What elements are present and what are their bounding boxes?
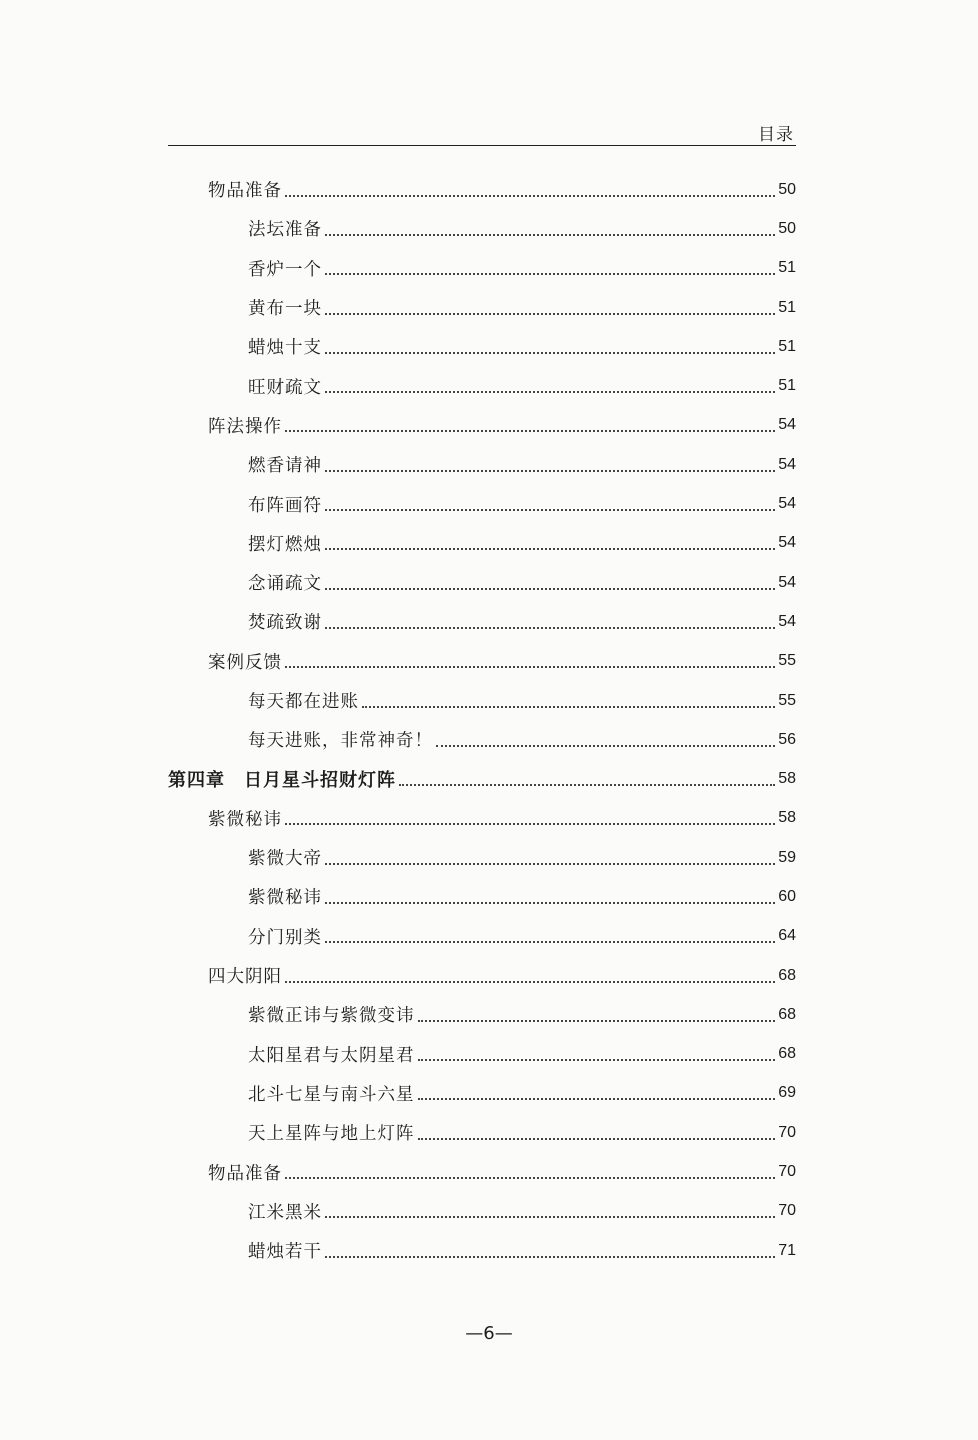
toc-entry-label: 法坛准备: [248, 220, 322, 241]
toc-dot-leader: [325, 902, 775, 904]
toc-subsection-entry: [168, 288, 796, 327]
toc-entry-label: 天上星阵与地上灯阵: [248, 1124, 415, 1145]
toc-entry-label: 香炉一个: [248, 259, 322, 280]
toc-dot-leader: [325, 627, 775, 629]
toc-subsection-entry: [168, 995, 796, 1034]
toc-subsection-entry: [168, 524, 796, 563]
toc-subsection-entry: [168, 877, 796, 916]
toc-subsection-entry: [168, 720, 796, 759]
toc-entry-label: 焚疏致谢: [248, 613, 322, 634]
toc-dot-leader: [325, 234, 775, 236]
toc-dot-leader: [285, 823, 775, 825]
toc-entry-page: 54: [778, 455, 796, 473]
toc-entry-page: 50: [778, 219, 796, 237]
toc-subsection-entry: [168, 327, 796, 366]
toc-entry-page: 70: [778, 1123, 796, 1141]
toc-entry-label: 第四章 日月星斗招财灯阵: [168, 770, 396, 792]
toc-dot-leader: [285, 195, 775, 197]
toc-entry-label: 紫微大帝: [248, 849, 322, 870]
toc-entry-page: 50: [778, 180, 796, 198]
toc-subsection-entry: [168, 484, 796, 523]
toc-subsection-entry: [168, 1231, 796, 1270]
toc-dot-leader: [362, 706, 775, 708]
toc-entry-label: 蜡烛十支: [248, 338, 322, 359]
toc-entry-page: 58: [778, 770, 796, 788]
toc-entry-page: 68: [778, 966, 796, 984]
toc-entry-page: 51: [778, 298, 796, 316]
toc-section-entry: [168, 406, 796, 445]
toc-entry-label: 摆灯燃烛: [248, 534, 322, 555]
toc-entry-page: 54: [778, 534, 796, 552]
toc-subsection-entry: [168, 249, 796, 288]
toc-entry-label: 蜡烛若干: [248, 1242, 322, 1263]
toc-chapter-entry: [168, 759, 796, 798]
table-of-contents: [168, 170, 796, 1270]
toc-entry-page: 70: [778, 1163, 796, 1181]
toc-subsection-entry: [168, 1035, 796, 1074]
toc-entry-label: 物品准备: [208, 181, 282, 202]
toc-section-entry: [168, 956, 796, 995]
toc-dot-leader: [285, 666, 775, 668]
toc-entry-label: 四大阴阳: [208, 967, 282, 988]
toc-dot-leader: [418, 1020, 776, 1022]
toc-dot-leader: [325, 588, 775, 590]
toc-dot-leader: [325, 470, 775, 472]
toc-entry-page: 71: [778, 1241, 796, 1259]
toc-dot-leader: [285, 430, 775, 432]
toc-subsection-entry: [168, 1113, 796, 1152]
toc-dot-leader: [325, 273, 775, 275]
toc-subsection-entry: [168, 1192, 796, 1231]
page-number: —6—: [465, 1323, 513, 1344]
running-header-title: 目录: [758, 125, 794, 145]
toc-subsection-entry: [168, 602, 796, 641]
toc-dot-leader: [325, 548, 775, 550]
toc-entry-page: 55: [778, 652, 796, 670]
header-rule: [168, 145, 796, 146]
toc-subsection-entry: [168, 1074, 796, 1113]
toc-dot-leader: [418, 1098, 776, 1100]
toc-entry-page: 68: [778, 1005, 796, 1023]
toc-dot-leader: [325, 391, 775, 393]
toc-entry-page: 51: [778, 259, 796, 277]
toc-dot-leader: [325, 1256, 775, 1258]
toc-entry-label: 旺财疏文: [248, 377, 322, 398]
toc-dot-leader: [285, 981, 775, 983]
toc-subsection-entry: [168, 209, 796, 248]
toc-dot-leader: [325, 352, 775, 354]
toc-dot-leader: [325, 941, 775, 943]
toc-entry-page: 64: [778, 927, 796, 945]
toc-subsection-entry: [168, 563, 796, 602]
toc-entry-label: 案例反馈: [208, 652, 282, 673]
toc-dot-leader: [436, 745, 775, 747]
toc-entry-label: 紫微秘讳: [248, 888, 322, 909]
toc-entry-page: 59: [778, 848, 796, 866]
toc-entry-page: 54: [778, 495, 796, 513]
toc-entry-page: 60: [778, 887, 796, 905]
toc-subsection-entry: [168, 445, 796, 484]
toc-entry-page: 70: [778, 1202, 796, 1220]
toc-dot-leader: [285, 1177, 775, 1179]
toc-entry-label: 江米黑米: [248, 1202, 322, 1223]
toc-section-entry: [168, 1152, 796, 1191]
toc-entry-page: 54: [778, 573, 796, 591]
toc-entry-page: 55: [778, 691, 796, 709]
toc-entry-page: 68: [778, 1045, 796, 1063]
toc-entry-label: 念诵疏文: [248, 574, 322, 595]
toc-dot-leader: [418, 1138, 776, 1140]
toc-section-entry: [168, 642, 796, 681]
toc-dot-leader: [399, 784, 775, 786]
toc-entry-page: 54: [778, 612, 796, 630]
toc-dot-leader: [325, 863, 775, 865]
toc-entry-label: 北斗七星与南斗六星: [248, 1084, 415, 1105]
toc-entry-label: 燃香请神: [248, 456, 322, 477]
toc-entry-label: 紫微正讳与紫微变讳: [248, 1006, 415, 1027]
toc-entry-label: 太阳星君与太阴星君: [248, 1045, 415, 1066]
toc-entry-page: 58: [778, 809, 796, 827]
toc-subsection-entry: [168, 681, 796, 720]
toc-entry-page: 51: [778, 337, 796, 355]
toc-dot-leader: [325, 313, 775, 315]
toc-entry-label: 每天都在进账: [248, 692, 359, 712]
toc-subsection-entry: [168, 838, 796, 877]
toc-section-entry: [168, 170, 796, 209]
toc-entry-label: 每天进账，非常神奇！: [248, 731, 433, 752]
toc-entry-page: 51: [778, 377, 796, 395]
toc-entry-label: 物品准备: [208, 1163, 282, 1184]
toc-entry-label: 阵法操作: [208, 416, 282, 437]
toc-section-entry: [168, 799, 796, 838]
toc-entry-label: 分门别类: [248, 927, 322, 948]
toc-entry-page: 56: [778, 730, 796, 748]
toc-entry-page: 54: [778, 416, 796, 434]
toc-dot-leader: [325, 1216, 775, 1218]
toc-subsection-entry: [168, 366, 796, 405]
toc-entry-label: 紫微秘讳: [208, 809, 282, 830]
toc-dot-leader: [325, 509, 775, 511]
toc-entry-label: 布阵画符: [248, 495, 322, 516]
toc-subsection-entry: [168, 917, 796, 956]
toc-entry-label: 黄布一块: [248, 299, 322, 320]
toc-entry-page: 69: [778, 1084, 796, 1102]
toc-dot-leader: [418, 1059, 776, 1061]
